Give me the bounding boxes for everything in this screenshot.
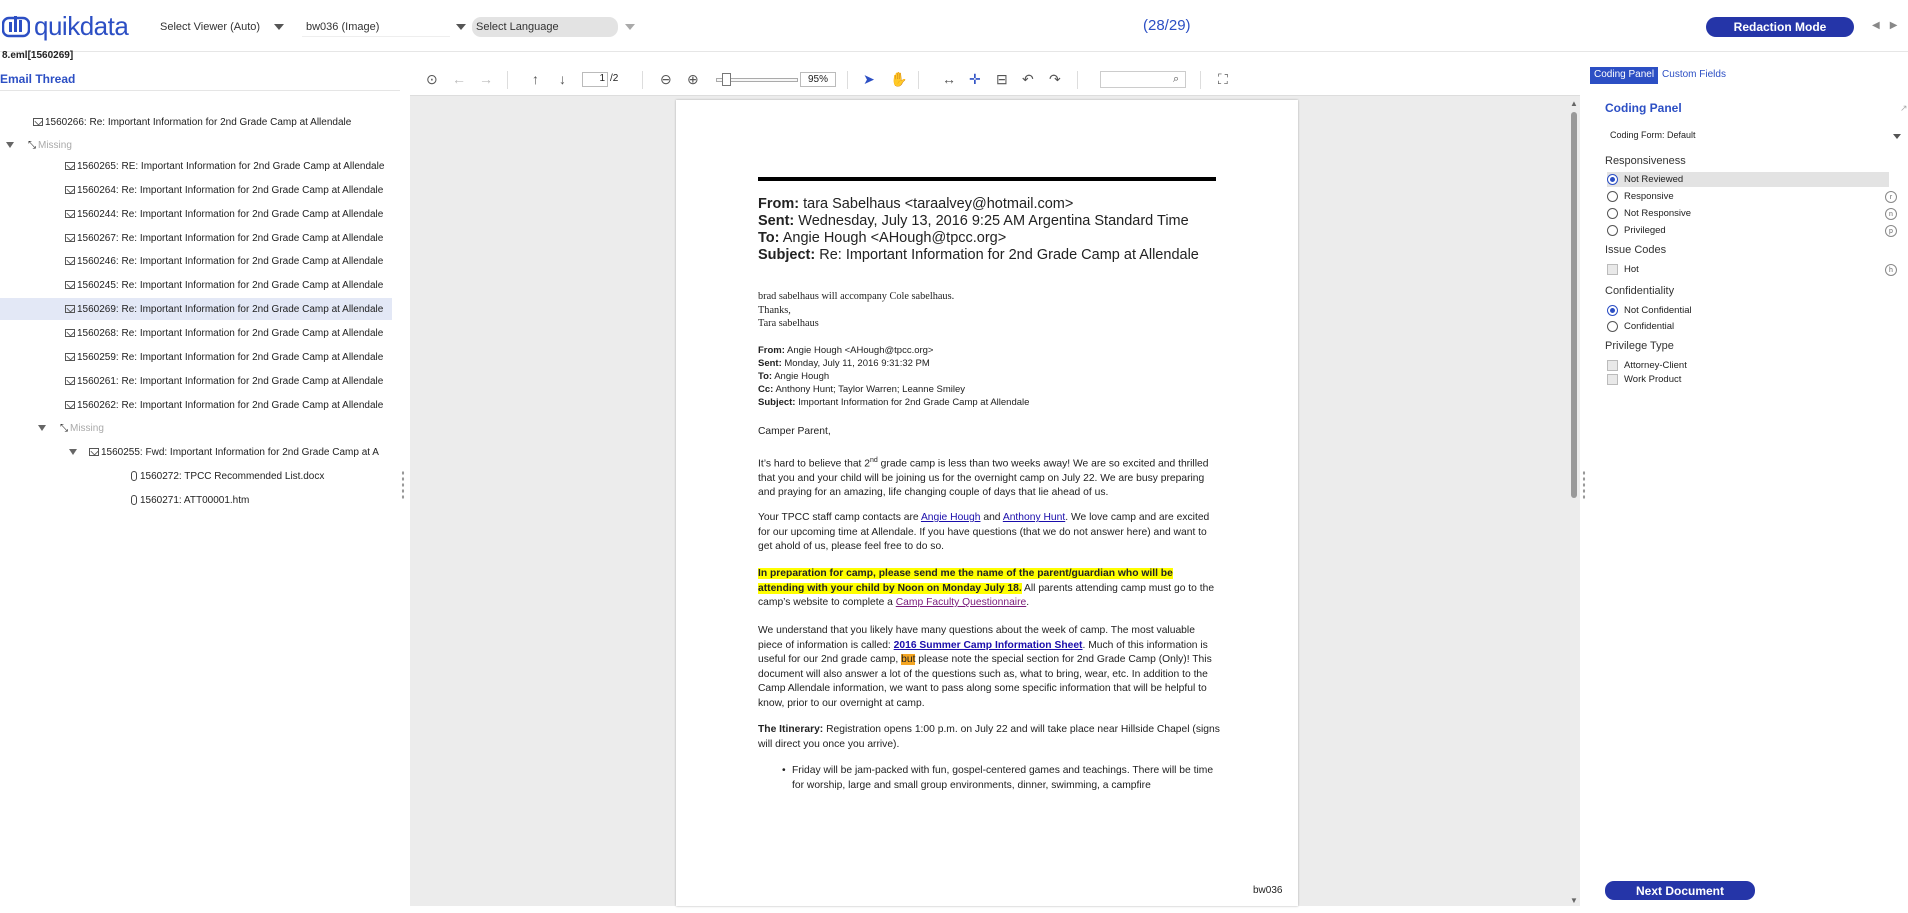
hotkey-badge: h xyxy=(1885,264,1897,276)
document-nav xyxy=(1872,20,1907,31)
header-rule xyxy=(758,177,1216,181)
divider xyxy=(1200,71,1201,89)
chevron-down-icon[interactable] xyxy=(1893,134,1901,139)
tab-custom-fields[interactable]: Custom Fields xyxy=(1662,69,1726,80)
thread-item[interactable]: 1560265: RE: Important Information for 2nd Grade Camp at Allendale xyxy=(65,155,384,177)
radio-responsive[interactable]: Responsive xyxy=(1607,189,1889,204)
missing-icon: ⤡ xyxy=(60,422,68,434)
fit-page-icon[interactable]: ⊟ xyxy=(996,71,1008,87)
email-icon xyxy=(33,118,43,126)
fit-width-icon[interactable]: ↔ xyxy=(942,71,956,87)
document-id: 8.eml[1560269] xyxy=(2,50,74,61)
link-camp-faculty-questionnaire[interactable]: Camp Faculty Questionnaire xyxy=(895,597,1027,608)
top-bar xyxy=(0,0,1908,52)
zoom-out-icon[interactable]: ⊖ xyxy=(660,71,672,87)
thread-item-selected[interactable]: 1560269: Re: Important Information for 2nd Grade Camp at Allendale xyxy=(0,298,392,320)
radio-not-responsive[interactable]: Not Responsive xyxy=(1607,206,1889,221)
chevron-down-icon[interactable] xyxy=(625,24,635,30)
panel-resize-handle[interactable] xyxy=(401,470,405,500)
coding-form-select[interactable]: Coding Form: Default xyxy=(1610,130,1696,140)
thread-attachment[interactable]: 1560271: ATT00001.htm xyxy=(131,489,249,511)
thread-item[interactable]: 1560267: Re: Important Information for 2nd Grade Camp at Allendale xyxy=(65,227,383,249)
radio-icon xyxy=(1607,174,1618,185)
paragraph-4: We understand that you likely have many questions about the week of camp. The most valuable piece of information is called: 2016 Summer Camp Information Sheet. Much of this information is useful for our 2nd grade camp, but please note the special section for 2nd Grade Camp (Only)! This document will also answer a lot of the questions such as, what to bring, wear, etc. In addition to the Camp Allendale information, we want to pass along some specific information that will be helpful to know, prior to our overnight at camp. xyxy=(758,625,1212,709)
hotkey-badge: n xyxy=(1885,208,1897,220)
viewer-scrollbar[interactable] xyxy=(1568,96,1580,906)
rotate-right-icon[interactable]: ↷ xyxy=(1049,71,1061,87)
email-thread-title: Email Thread xyxy=(0,72,76,86)
bates-number: bw036 xyxy=(1253,885,1283,896)
paperclip-icon xyxy=(131,495,137,505)
divider xyxy=(847,71,848,89)
coding-panel-title: Coding Panel xyxy=(1605,101,1682,115)
email-icon xyxy=(65,257,75,265)
greeting: Camper Parent, xyxy=(758,426,831,437)
search-hit: but xyxy=(901,654,916,665)
zoom-input[interactable]: 95% xyxy=(800,72,836,87)
thread-item[interactable]: 1560261: Re: Important Information for 2nd Grade Camp at Allendale xyxy=(65,370,383,392)
back-arrow-icon[interactable]: ← xyxy=(452,71,466,87)
paragraph-5: The Itinerary: Registration opens 1:00 p.m. on July 22 and will take place near Hillside Chapel (signs will direct you once you arrive). xyxy=(758,724,1220,750)
coding-tabs xyxy=(1590,67,1730,85)
logo-text: quikdata xyxy=(34,10,129,41)
zoom-in-icon[interactable]: ⊕ xyxy=(687,71,699,87)
radio-privileged[interactable]: Privileged xyxy=(1607,223,1889,238)
privilege-type-label: Privilege Type xyxy=(1605,340,1674,352)
page-number-input[interactable]: 1 xyxy=(582,72,608,87)
email-to: To: Angie Hough <AHough@tpcc.org> xyxy=(758,230,1007,246)
checkbox-attorney-client[interactable]: Attorney-Client xyxy=(1607,358,1889,373)
radio-icon xyxy=(1607,225,1618,236)
radio-confidential[interactable]: Confidential xyxy=(1607,319,1889,334)
link-angie-hough[interactable]: Angie Hough xyxy=(920,512,981,523)
tab-coding-panel[interactable]: Coding Panel xyxy=(1590,67,1658,84)
viewer-select-value: Select Viewer (Auto) xyxy=(160,21,261,33)
radio-icon xyxy=(1607,321,1618,332)
pan-hand-icon[interactable]: ✋ xyxy=(890,71,908,87)
next-document-icon[interactable]: ▶ xyxy=(1889,20,1908,31)
hotkey-badge: p xyxy=(1885,225,1897,237)
prev-document-icon[interactable]: ◀ xyxy=(1872,20,1890,31)
image-select[interactable] xyxy=(302,17,450,37)
divider xyxy=(918,71,919,89)
panel-resize-handle[interactable] xyxy=(1582,470,1586,500)
email-icon xyxy=(65,329,75,337)
radio-not-reviewed[interactable]: Not Reviewed xyxy=(1607,172,1889,187)
radio-icon xyxy=(1607,208,1618,219)
checkbox-work-product[interactable]: Work Product xyxy=(1607,372,1889,387)
scroll-thumb[interactable] xyxy=(1571,112,1577,498)
chevron-down-icon[interactable] xyxy=(456,24,466,30)
thread-item[interactable]: 1560259: Re: Important Information for 2nd Grade Camp at Allendale xyxy=(65,346,383,368)
fullscreen-icon[interactable]: ⛶ xyxy=(1218,71,1228,87)
collapse-icon[interactable] xyxy=(69,449,77,455)
email-icon xyxy=(65,305,75,313)
viewer-select[interactable] xyxy=(156,17,292,37)
zoom-slider-handle[interactable] xyxy=(722,73,731,86)
paragraph-1: It’s hard to believe that 2nd grade camp is less than two weeks away! We are so excited and thrilled that you and your child will be joining us for the overnight camp on July 22. We are busy preparing and praying for an amazing, life changing couple of days that lie ahead of us. xyxy=(758,457,1209,499)
redaction-mode-button[interactable]: Redaction Mode xyxy=(1706,17,1854,37)
bullet-icon: • xyxy=(782,765,786,776)
thread-item[interactable]: 1560245: Re: Important Information for 2nd Grade Camp at Allendale xyxy=(65,274,383,296)
forward-arrow-icon[interactable]: → xyxy=(479,71,493,87)
divider xyxy=(507,71,508,89)
paragraph-3: In preparation for camp, please send me the name of the parent/guardian who will be attending with your child by Noon on Monday July 18. All parents attending camp must go to the camp’s website to complete a Camp Faculty Questionnaire. xyxy=(758,568,1215,608)
email-icon xyxy=(65,377,75,385)
move-icon[interactable]: ✛ xyxy=(969,71,981,87)
thread-item[interactable]: 1560262: Re: Important Information for 2nd Grade Camp at Allendale xyxy=(65,394,383,416)
email-icon xyxy=(65,186,75,194)
email-icon xyxy=(65,162,75,170)
page-total: /2 xyxy=(610,73,619,84)
thread-item[interactable]: 1560268: Re: Important Information for 2nd Grade Camp at Allendale xyxy=(65,322,383,344)
thread-item[interactable]: 1560264: Re: Important Information for 2nd Grade Camp at Allendale xyxy=(65,179,383,201)
link-anthony-hunt[interactable]: Anthony Hunt xyxy=(1002,512,1066,523)
document-counter: (28/29) xyxy=(1143,17,1191,34)
email-from: From: tara Sabelhaus <taraalvey@hotmail.com> xyxy=(758,196,1074,212)
arrow-up-icon[interactable]: ↑ xyxy=(532,71,539,87)
bullet-1: • Friday will be jam-packed with fun, gospel-centered games and teachings. There will be time for worship, large and small group environments, dinner, swimming, a campfire xyxy=(782,765,1214,791)
paperclip-icon xyxy=(131,471,137,481)
thread-item[interactable]: 1560266: Re: Important Information for 2nd Grade Camp at Allendale xyxy=(33,111,351,133)
checkbox-icon xyxy=(1607,360,1618,371)
divider xyxy=(0,90,400,91)
confidentiality-label: Confidentiality xyxy=(1605,285,1675,297)
email-sent: Sent: Wednesday, July 13, 2016 9:25 AM Argentina Standard Time xyxy=(758,213,1189,229)
app-logo[interactable] xyxy=(2,12,128,40)
binoculars-icon[interactable]: ⌕ xyxy=(1173,73,1180,85)
chevron-down-icon[interactable] xyxy=(274,24,284,30)
language-select[interactable] xyxy=(472,17,618,37)
quikdata-logo-icon xyxy=(2,12,30,40)
play-circle-icon[interactable]: ⊙ xyxy=(426,71,438,87)
divider xyxy=(642,71,643,89)
radio-icon xyxy=(1607,191,1618,202)
checkbox-hot[interactable]: Hot xyxy=(1607,262,1889,277)
missing-icon: ⤡ xyxy=(28,139,36,151)
next-document-button[interactable]: Next Document xyxy=(1605,881,1755,900)
scroll-down-icon[interactable]: ▼ xyxy=(1570,896,1578,905)
divider xyxy=(1077,71,1078,89)
paragraph-2: Your TPCC staff camp contacts are Angie Hough and Anthony Hunt. We love camp and are excited for our upcoming time at Allendale. If you have questions (that we do not answer here) and want to get ahold of us, please feel free to do so. xyxy=(758,512,1210,552)
arrow-down-icon[interactable]: ↓ xyxy=(559,71,566,87)
select-pointer-icon[interactable]: ➤ xyxy=(863,71,875,87)
email-icon xyxy=(65,281,75,289)
collapse-icon[interactable] xyxy=(6,142,14,148)
checkbox-icon xyxy=(1607,374,1618,385)
link-summer-camp-sheet[interactable]: 2016 Summer Camp Information Sheet xyxy=(893,639,1083,651)
email-thread-panel xyxy=(0,68,400,908)
radio-not-confidential[interactable]: Not Confidential xyxy=(1607,303,1889,318)
document-page xyxy=(676,100,1298,906)
email-icon xyxy=(65,401,75,409)
thread-item[interactable]: 1560255: Fwd: Important Information for 2nd Grade Camp at A xyxy=(69,441,391,463)
email-icon xyxy=(89,448,99,456)
email-icon xyxy=(65,353,75,361)
thread-item-missing[interactable]: ⤡ Missing xyxy=(6,134,72,156)
checkbox-icon xyxy=(1607,264,1618,275)
issue-codes-label: Issue Codes xyxy=(1605,244,1667,256)
coding-panel xyxy=(1588,63,1908,913)
scroll-up-icon[interactable]: ▲ xyxy=(1570,99,1578,108)
email-icon xyxy=(65,210,75,218)
thread-item[interactable]: 1560246: Re: Important Information for 2nd Grade Camp at Allendale xyxy=(65,250,383,272)
language-select-value: Select Language xyxy=(476,21,559,33)
responsiveness-label: Responsiveness xyxy=(1605,155,1686,167)
collapse-icon[interactable] xyxy=(38,425,46,431)
viewer-toolbar xyxy=(410,63,1580,96)
thread-attachment[interactable]: 1560272: TPCC Recommended List.docx xyxy=(131,465,324,487)
thread-item[interactable]: 1560244: Re: Important Information for 2nd Grade Camp at Allendale xyxy=(65,203,383,225)
hotkey-badge: r xyxy=(1885,191,1897,203)
radio-icon xyxy=(1607,305,1618,316)
quoted-header: From: Angie Hough <AHough@tpcc.org> Sent: Monday, July 11, 2016 9:31:32 PM To: Angie Hough Cc: Anthony Hunt; Taylor Warren; Leanne Smiley Subject: Important Information for 2nd Grade Camp at Allendale xyxy=(758,345,1030,408)
email-icon xyxy=(65,234,75,242)
image-select-value: bw036 (Image) xyxy=(306,20,380,33)
thread-item-missing[interactable]: ⤡ Missing xyxy=(38,417,104,439)
email-body: brad sabelhaus will accompany Cole sabelhaus. Thanks, Tara sabelhaus xyxy=(758,291,955,329)
expand-icon[interactable]: ↗ xyxy=(1900,103,1908,113)
email-subject: Subject: Re: Important Information for 2nd Grade Camp at Allendale xyxy=(758,247,1199,263)
rotate-left-icon[interactable]: ↶ xyxy=(1022,71,1034,87)
